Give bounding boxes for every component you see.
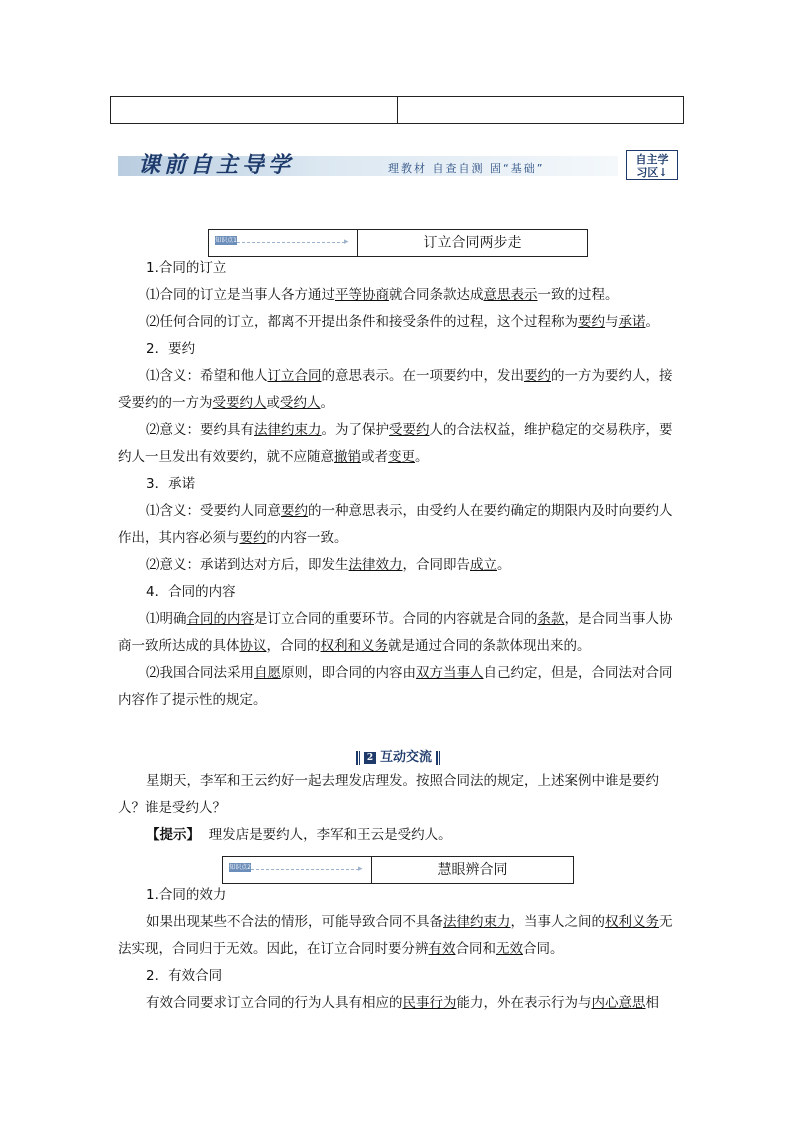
paragraph: ⑴含义：希望和他人订立合同的意思表示。在一项要约中，发出要约的一方为要约人，接受要约的一方为受要约人或受约人。	[118, 368, 673, 411]
interaction-body	[118, 768, 678, 849]
heading-contract-formation: 1.合同的订立	[146, 260, 227, 276]
divider-bar-left	[356, 751, 360, 765]
badge-line-1: 自主学	[635, 153, 669, 166]
knowledge-point-chip: 知识点2	[229, 864, 251, 871]
arrow-right-icon: ▸	[344, 237, 349, 247]
paragraph: ⑵意义：要约具有法律约束力。为了保护受要约人的合法权益，维护稳定的交易秩序，要约人一旦发出有效要约，就不应随意撤销或者变更。	[118, 422, 673, 465]
divider-bar-right	[436, 751, 440, 765]
interaction-label: 互动交流	[379, 750, 432, 765]
section-1-body	[118, 255, 678, 714]
paragraph: ⑵我国合同法采用自愿原则，即合同的内容由双方当事人自己约定，但是，合同法对合同内容作了提示性的规定。	[118, 665, 673, 708]
knowledge-point-tag	[209, 230, 358, 256]
banner-subtitle: 理教材 自查自测 固“基础”	[388, 162, 545, 175]
paragraph: ⑴明确合同的内容是订立合同的重要环节。合同的内容就是合同的条款，是合同当事人协商一致所达成的具体协议，合同的权利和义务就是通过合同的条款体现出来的。	[118, 611, 673, 654]
heading-acceptance: 3．承诺	[146, 476, 196, 492]
section-banner	[118, 148, 680, 182]
knowledge-point-chip: 知识点1	[215, 237, 237, 244]
header-cell-right	[397, 97, 684, 123]
knowledge-point-2-header	[222, 856, 574, 884]
dashed-arrow-line	[251, 869, 359, 870]
question-paragraph: 星期天，李军和王云约好一起去理发店理发。按照合同法的规定，上述案例中谁是要约人？谁是受约人？	[118, 773, 659, 816]
hint-paragraph: 【提示】 理发店是要约人，李军和王云是受约人。	[146, 827, 452, 843]
section-2-body	[118, 882, 678, 1017]
header-cell-left	[111, 97, 397, 123]
heading-offer: 2．要约	[146, 341, 196, 357]
knowledge-point-tag	[223, 857, 372, 883]
header-table	[110, 96, 684, 124]
paragraph: ⑵任何合同的订立，都离不开提出条件和接受条件的过程，这个过程称为要约与承诺。	[146, 314, 659, 330]
banner-title: 课前自主导学	[138, 152, 295, 178]
paragraph: 如果出现某些不合法的情形，可能导致合同不具备法律约束力，当事人之间的权利义务无法实现，合同归于无效。因此，在订立合同时要分辨有效合同和无效合同。	[118, 914, 673, 957]
paragraph: ⑴含义：受要约人同意要约的一种意思表示，由受约人在要约确定的期限内及时向要约人作出，其内容必须与要约的内容一致。	[118, 503, 673, 546]
badge-line-2: 习区↓	[636, 166, 668, 179]
section-title: 慧眼辨合同	[437, 862, 508, 878]
heading-contract-validity: 1.合同的效力	[146, 887, 227, 903]
heading-contract-content: 4．合同的内容	[146, 584, 236, 600]
interaction-heading	[118, 746, 678, 765]
section-title: 订立合同两步走	[423, 235, 522, 251]
self-study-badge	[626, 150, 678, 180]
number-badge: 2	[364, 752, 376, 764]
dashed-arrow-line	[237, 242, 345, 243]
paragraph: ⑴合同的订立是当事人各方通过平等协商就合同条款达成意思表示一致的过程。	[146, 287, 619, 303]
heading-valid-contract: 2．有效合同	[146, 968, 223, 984]
paragraph: 有效合同要求订立合同的行为人具有相应的民事行为能力，外在表示行为与内心意思相	[146, 995, 659, 1011]
knowledge-point-1-header	[208, 229, 588, 257]
paragraph: ⑵意义：承诺到达对方后，即发生法律效力，合同即告成立。	[146, 557, 511, 573]
arrow-right-icon: ▸	[358, 864, 363, 874]
